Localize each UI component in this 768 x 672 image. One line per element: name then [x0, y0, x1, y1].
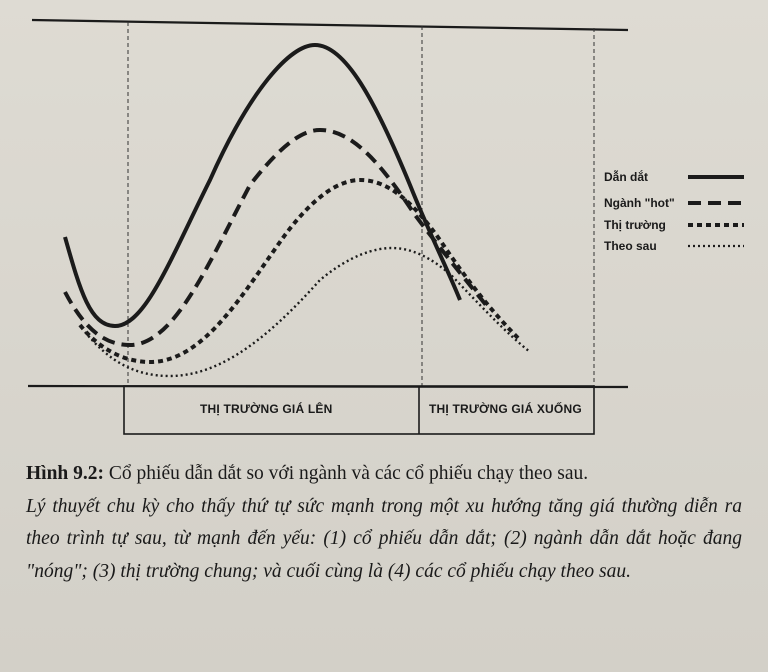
- legend-label-laggard: Theo sau: [604, 239, 657, 253]
- legend-label-leader: Dẫn dắt: [604, 170, 649, 184]
- caption-title: Cổ phiếu dẫn dắt so với ngành và các cổ phiếu chạy theo sau.: [108, 463, 589, 484]
- market-curve: [80, 180, 520, 362]
- laggard-curve: [85, 248, 530, 376]
- leader-curve: [65, 45, 460, 326]
- hot-sector-curve: [65, 130, 490, 345]
- legend-label-market: Thị trường: [604, 218, 666, 232]
- legend-label-hot-sector: Ngành "hot": [604, 196, 675, 210]
- top-rule: [32, 20, 628, 30]
- phase-label-down: THỊ TRƯỜNG GIÁ XUỐNG: [429, 402, 582, 416]
- caption-title-line: [26, 458, 742, 491]
- phase-label-up: THỊ TRƯỜNG GIÁ LÊN: [200, 402, 333, 416]
- caption-figure-label: Hình 9.2:: [26, 463, 105, 484]
- figure-caption: [26, 458, 742, 588]
- caption-body: Lý thuyết chu kỳ cho thấy thứ tự sức mạnh trong một xu hướng tăng giá thường diễn ra theo trình tự sau, từ mạnh đến yếu: (1) cổ phiếu dẫn dắt; (2) ngành dẫn dắt hoặc đang "nóng"; (3) thị trường chung; và cuối cùng là (4) các cổ phiếu chạy theo sau.: [26, 495, 742, 582]
